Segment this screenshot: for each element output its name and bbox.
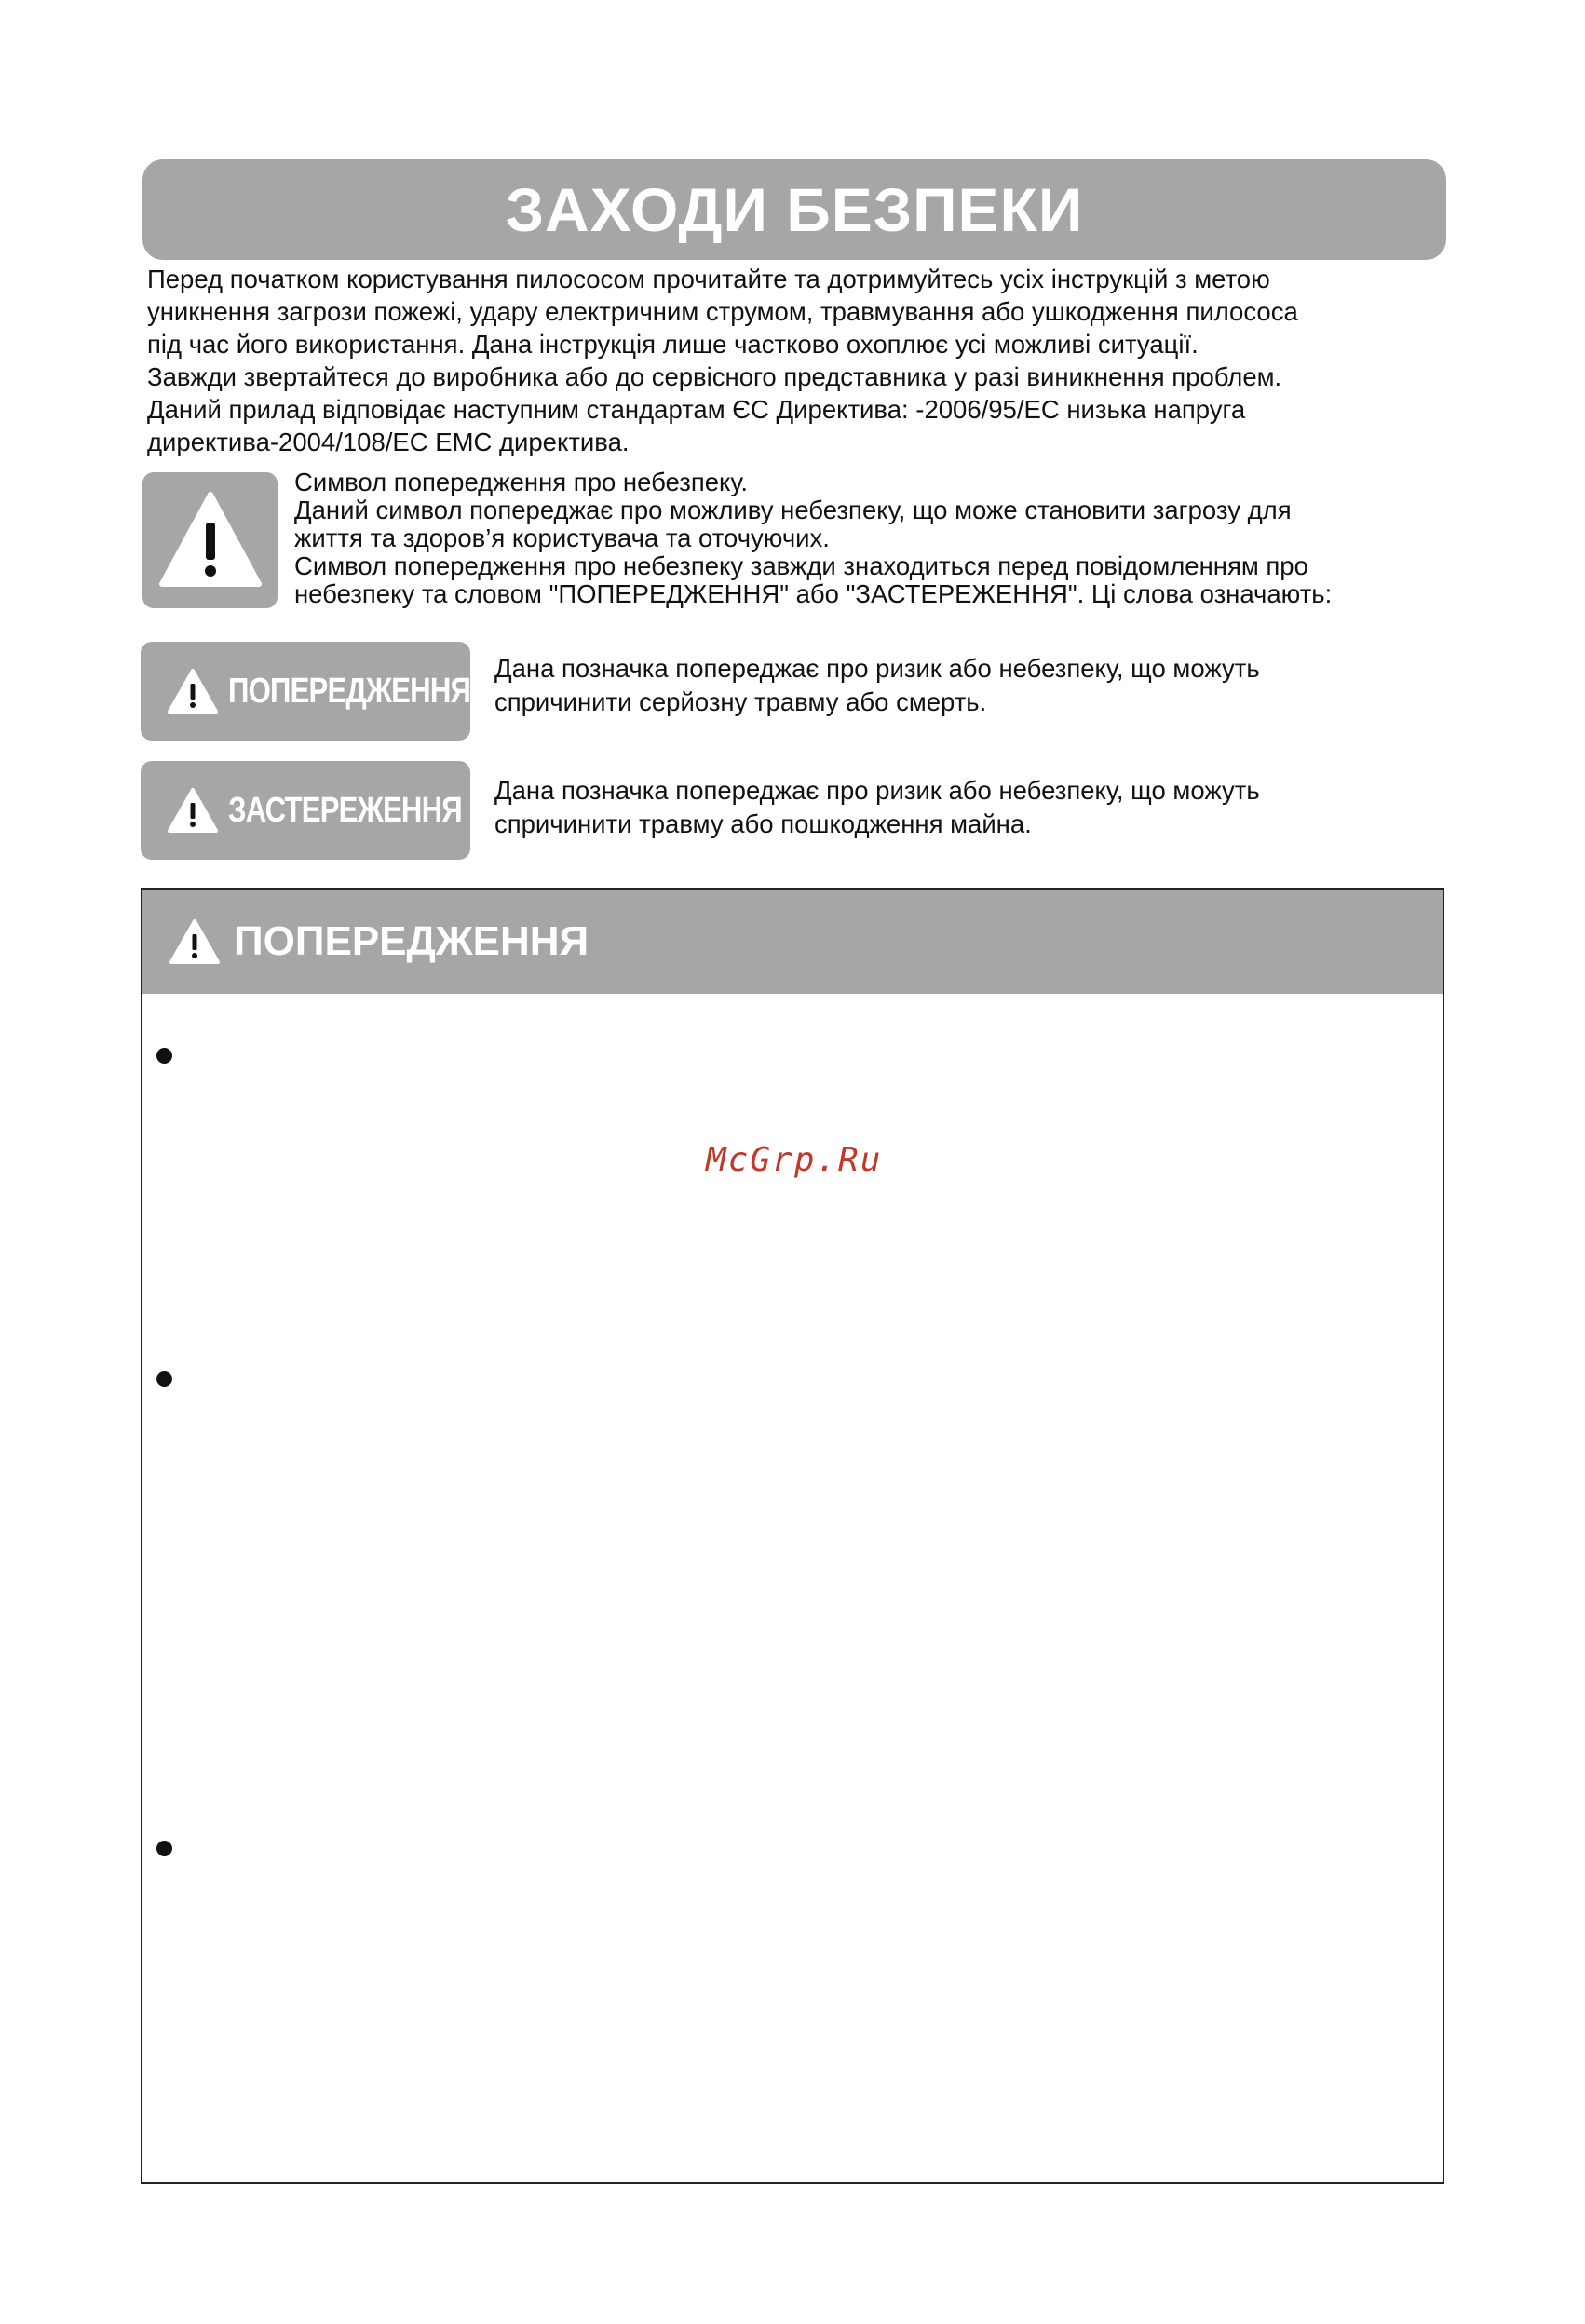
bullet-point bbox=[156, 1048, 172, 1064]
warning-signal-description bbox=[494, 652, 1454, 719]
symbol-line: Символ попередження про небезпеку завжди знаходиться перед повідомленням про bbox=[294, 551, 1308, 580]
intro-line: директива-2004/108/ЕС ЕМС директива. bbox=[147, 428, 630, 456]
watermark: McGrp.Ru bbox=[706, 1141, 883, 1179]
description-line: спричинити травму або пошкодження майна. bbox=[494, 809, 1032, 838]
description-line: Дана позначка попереджає про ризик або небезпеку, що можуть bbox=[494, 654, 1260, 683]
symbol-line: Символ попередження про небезпеку. bbox=[294, 468, 748, 496]
bullet-point bbox=[156, 1841, 172, 1856]
warning-signal-badge bbox=[141, 642, 470, 741]
intro-line: уникнення загрози пожежі, удару електричним струмом, травмування або ушкодження пилососа bbox=[147, 297, 1298, 326]
intro-paragraph bbox=[147, 263, 1451, 458]
warning-section bbox=[141, 888, 1444, 2184]
description-line: спричинити серйозну травму або смерть. bbox=[494, 687, 987, 716]
warning-section-header bbox=[142, 890, 1443, 994]
caution-signal-description bbox=[494, 774, 1454, 841]
page-title: ЗАХОДИ БЕЗПЕКИ bbox=[505, 175, 1084, 244]
symbol-line: Даний символ попереджає про можливу небезпеку, що може становити загрозу для bbox=[294, 496, 1292, 524]
intro-line: Завжди звертайтеся до виробника або до сервісного представника у разі виникнення проблем. bbox=[147, 362, 1282, 391]
warning-triangle-icon bbox=[167, 668, 219, 714]
page-title-banner bbox=[142, 159, 1446, 260]
warning-triangle-icon bbox=[169, 918, 221, 965]
intro-line: Перед початком користування пилососом прочитайте та дотримуйтесь усіх інструкцій з метою bbox=[147, 265, 1270, 293]
description-line: Дана позначка попереджає про ризик або небезпеку, що можуть bbox=[494, 776, 1260, 805]
bullet-point bbox=[156, 1371, 172, 1387]
symbol-explanation bbox=[294, 469, 1458, 608]
warning-signal-label: ПОПЕРЕДЖЕННЯ bbox=[228, 671, 471, 711]
caution-signal-label: ЗАСТЕРЕЖЕННЯ bbox=[228, 790, 462, 830]
intro-line: Даний прилад відповідає наступним стандартам ЄС Директива: -2006/95/ЕС низька напруга bbox=[147, 395, 1246, 424]
intro-line: під час його використання. Дана інструкція лише частково охоплює усі можливі ситуації. bbox=[147, 330, 1199, 359]
symbol-line: життя та здоров’я користувача та оточуючих. bbox=[294, 523, 830, 552]
symbol-line: небезпеку та словом "ПОПЕРЕДЖЕННЯ" або "ЗАСТЕРЕЖЕННЯ". Ці слова означають: bbox=[294, 579, 1333, 608]
caution-signal-badge bbox=[141, 761, 470, 860]
hazard-symbol-box bbox=[142, 472, 278, 608]
warning-triangle-icon bbox=[158, 491, 263, 590]
warning-section-title: ПОПЕРЕДЖЕННЯ bbox=[234, 918, 589, 964]
warning-triangle-icon bbox=[167, 787, 219, 834]
